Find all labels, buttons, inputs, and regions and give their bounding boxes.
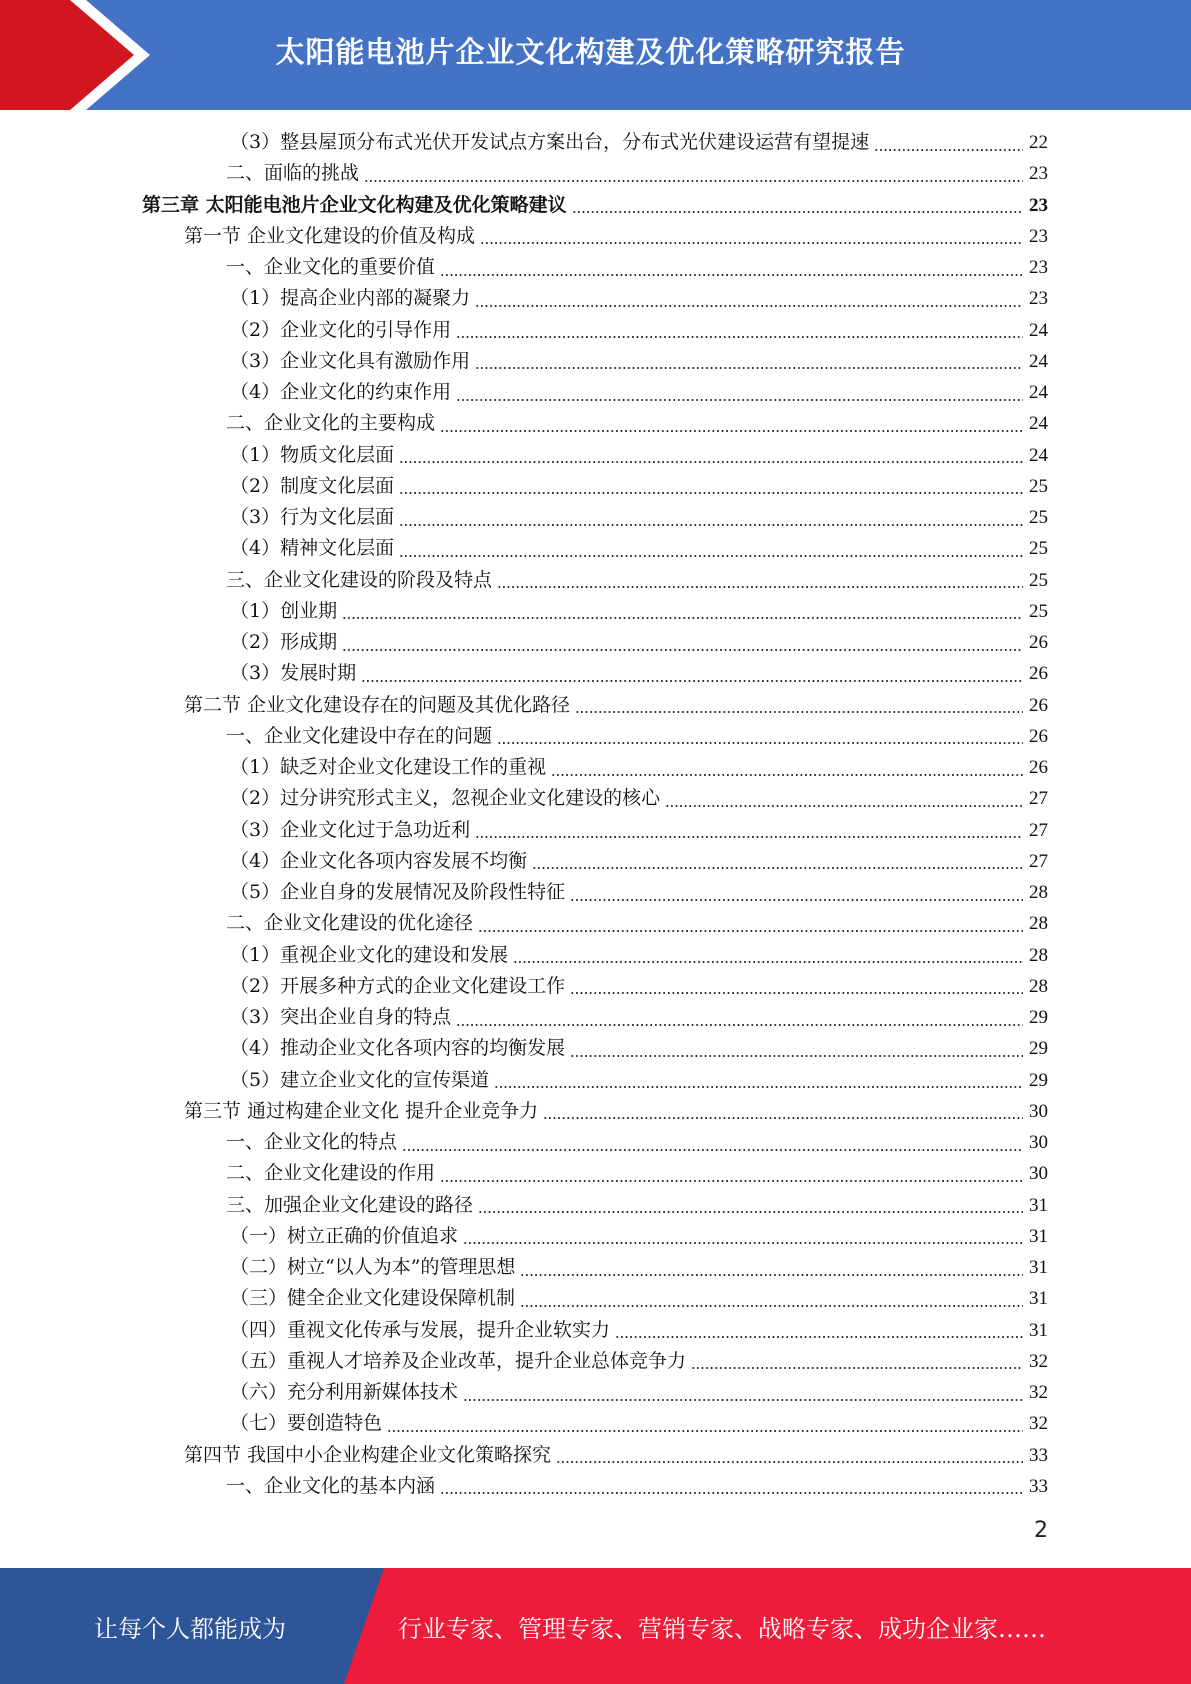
toc-page-number: 32 [1029, 1350, 1048, 1372]
toc-page-number: 27 [1029, 788, 1048, 810]
toc-dot-leader [475, 836, 1023, 838]
toc-entry-label: （3）发展时期 [230, 662, 357, 685]
toc-entry-label: 第三节 通过构建企业文化 提升企业竞争力 [184, 1099, 539, 1122]
toc-entry-row[interactable] [226, 252, 1048, 283]
toc-dot-leader [575, 711, 1023, 713]
toc-page-number: 24 [1029, 413, 1048, 435]
toc-entry-row[interactable] [230, 1346, 1048, 1377]
toc-entry-label: 三、加强企业文化建设的路径 [226, 1193, 474, 1216]
toc-entry-row[interactable] [230, 1002, 1048, 1033]
toc-page-number: 28 [1029, 882, 1048, 903]
toc-dot-leader [440, 1492, 1023, 1494]
toc-dot-leader [399, 555, 1023, 557]
toc-page-number: 23 [1029, 288, 1048, 310]
toc-page-number: 22 [1029, 132, 1048, 153]
toc-entry-label: （3）企业文化过于急功近利 [230, 818, 471, 841]
toc-page-number: 25 [1029, 569, 1048, 591]
page-number: 2 [1034, 1518, 1048, 1543]
toc-page-number: 27 [1029, 850, 1048, 872]
toc-entry-row[interactable] [230, 1221, 1048, 1252]
toc-section-row[interactable] [184, 221, 1048, 252]
toc-dot-leader [532, 867, 1023, 869]
toc-page-number: 26 [1029, 663, 1048, 685]
toc-entry-label: （3）行为文化层面 [230, 506, 395, 528]
toc-page-number: 23 [1029, 194, 1048, 216]
toc-entry-row[interactable] [230, 533, 1048, 564]
toc-page-number: 29 [1029, 1069, 1048, 1091]
toc-entry-label: （2）开展多种方式的企业文化建设工作 [230, 974, 566, 997]
toc-page-number: 31 [1029, 1194, 1048, 1216]
toc-entry-label: （3）整县屋顶分布式光伏开发试点方案出台，分布式光伏建设运营有望提速 [230, 131, 870, 153]
toc-page-number: 29 [1029, 1038, 1048, 1060]
header-arrow-icon [0, 0, 150, 110]
toc-dot-leader [572, 211, 1023, 213]
toc-dot-leader [463, 1399, 1023, 1401]
toc-page-number: 24 [1029, 444, 1048, 466]
toc-page-number: 30 [1029, 1100, 1048, 1122]
toc-entry-row[interactable] [226, 565, 1048, 596]
toc-entry-label: （2）企业文化的引导作用 [230, 318, 452, 341]
toc-entry-label: 二、企业文化建设的作用 [226, 1162, 436, 1185]
toc-entry-label: （四）重视文化传承与发展，提升企业软实力 [230, 1318, 611, 1341]
toc-entry-row[interactable] [226, 721, 1048, 752]
toc-dot-leader [440, 430, 1023, 432]
toc-dot-leader [691, 1367, 1023, 1369]
toc-dot-leader [520, 1305, 1023, 1307]
toc-entry-row[interactable] [226, 1190, 1048, 1221]
footer-slogan-right: 行业专家、管理专家、营销专家、战略专家、成功企业家…… [398, 1614, 1046, 1643]
toc-entry-row[interactable] [230, 658, 1048, 689]
toc-entry-label: （五）重视人才培养及企业改革，提升企业总体竞争力 [230, 1349, 687, 1372]
toc-entry-label: 第二节 企业文化建设存在的问题及其优化路径 [184, 693, 571, 716]
toc-entry-label: 二、企业文化的主要构成 [226, 412, 436, 435]
footer-slogan-left: 让每个人都能成为 [94, 1614, 286, 1643]
toc-page-number: 29 [1029, 1007, 1048, 1028]
toc-page-number: 23 [1029, 163, 1048, 185]
toc-page-number: 33 [1029, 1475, 1048, 1497]
toc-entry-row[interactable] [230, 127, 1048, 158]
toc-entry-row[interactable] [230, 1252, 1048, 1283]
toc-page-number: 31 [1029, 1288, 1048, 1310]
toc-entry-row[interactable] [230, 815, 1048, 846]
header-banner [0, 0, 1191, 110]
toc-dot-leader [364, 180, 1023, 182]
toc-entry-row[interactable] [226, 1158, 1048, 1189]
toc-dot-leader [456, 1024, 1023, 1026]
toc-page-number: 26 [1029, 694, 1048, 716]
toc-page-number: 31 [1029, 1225, 1048, 1247]
toc-entry-row[interactable] [230, 502, 1048, 533]
toc-dot-leader [440, 1180, 1023, 1182]
toc-dot-leader [478, 930, 1023, 932]
toc-dot-leader [475, 367, 1023, 369]
toc-page-number: 25 [1029, 475, 1048, 497]
toc-page-number: 23 [1029, 225, 1048, 247]
toc-page-number: 28 [1029, 975, 1048, 997]
toc-entry-label: （七）要创造特色 [230, 1412, 383, 1435]
toc-entry-row[interactable] [226, 158, 1048, 189]
toc-page-number: 31 [1029, 1319, 1048, 1341]
toc-dot-leader [570, 992, 1023, 994]
toc-entry-row[interactable] [230, 783, 1048, 814]
toc-page-number: 25 [1029, 538, 1048, 560]
toc-dot-leader [480, 242, 1023, 244]
toc-page-number: 24 [1029, 350, 1048, 372]
toc-dot-leader [387, 1430, 1023, 1432]
toc-entry-row[interactable] [230, 346, 1048, 377]
toc-entry-label: （1）物质文化层面 [230, 443, 395, 466]
toc-dot-leader [478, 1211, 1023, 1213]
toc-dot-leader [361, 680, 1023, 682]
toc-dot-leader [399, 461, 1023, 463]
toc-dot-leader [874, 149, 1023, 151]
toc-entry-row[interactable] [230, 877, 1048, 908]
toc-entry-row[interactable] [230, 377, 1048, 408]
toc-entry-label: （4）企业文化的约束作用 [230, 381, 452, 403]
toc-page-number: 31 [1029, 1257, 1048, 1278]
toc-entry-row[interactable] [230, 846, 1048, 877]
toc-page-number: 26 [1029, 725, 1048, 747]
toc-dot-leader [520, 1274, 1023, 1276]
toc-entry-row[interactable] [226, 1471, 1048, 1502]
toc-entry-label: 一、企业文化建设中存在的问题 [226, 724, 493, 747]
toc-page-number: 28 [1029, 913, 1048, 935]
toc-page-number: 24 [1029, 319, 1048, 341]
toc-dot-leader [456, 399, 1023, 401]
toc-entry-label: 二、面临的挑战 [226, 162, 360, 185]
toc-entry-label: （1）提高企业内部的凝聚力 [230, 287, 471, 310]
toc-entry-row[interactable] [230, 596, 1048, 627]
toc-entry-row[interactable] [226, 408, 1048, 439]
toc-dot-leader [342, 649, 1023, 651]
toc-page-number: 26 [1029, 757, 1048, 778]
toc-dot-leader [342, 617, 1023, 619]
toc-page-number: 25 [1029, 507, 1048, 528]
toc-entry-row[interactable] [230, 940, 1048, 971]
toc-entry-label: （2）过分讲究形式主义，忽视企业文化建设的核心 [230, 787, 661, 810]
toc-entry-row[interactable] [230, 627, 1048, 658]
toc-entry-label: （4）精神文化层面 [230, 537, 395, 560]
toc-entry-label: 二、企业文化建设的优化途径 [226, 912, 474, 935]
toc-page-number: 23 [1029, 257, 1048, 278]
toc-dot-leader [497, 742, 1023, 744]
toc-dot-leader [615, 1336, 1023, 1338]
toc-entry-label: 一、企业文化的基本内涵 [226, 1474, 436, 1497]
toc-entry-label: 一、企业文化的特点 [226, 1131, 398, 1153]
toc-entry-row[interactable] [230, 752, 1048, 783]
toc-dot-leader [456, 336, 1023, 338]
toc-page-number: 32 [1029, 1382, 1048, 1403]
toc-page-number: 32 [1029, 1413, 1048, 1435]
toc-entry-row[interactable] [230, 1315, 1048, 1346]
toc-page-number: 24 [1029, 382, 1048, 403]
toc-entry-label: （4）企业文化各项内容发展不均衡 [230, 849, 528, 872]
toc-dot-leader [494, 1086, 1023, 1088]
toc-entry-label: （5）企业自身的发展情况及阶段性特征 [230, 881, 566, 903]
toc-entry-label: （三）健全企业文化建设保障机制 [230, 1287, 516, 1310]
toc-entry-label: （3）突出企业自身的特点 [230, 1006, 452, 1028]
toc-entry-row[interactable] [226, 908, 1048, 939]
toc-entry-label: （3）企业文化具有激励作用 [230, 349, 471, 372]
toc-entry-label: （4）推动企业文化各项内容的均衡发展 [230, 1037, 566, 1060]
toc-dot-leader [402, 1149, 1023, 1151]
toc-entry-label: （2）制度文化层面 [230, 474, 395, 497]
toc-entry-label: （六）充分利用新媒体技术 [230, 1381, 459, 1403]
toc-entry-label: 三、企业文化建设的阶段及特点 [226, 568, 493, 591]
toc-entry-row[interactable] [230, 1377, 1048, 1408]
toc-entry-label: （二）树立“以人为本”的管理思想 [230, 1256, 516, 1278]
toc-dot-leader [556, 1461, 1023, 1463]
toc-page-number: 25 [1029, 600, 1048, 622]
toc-page-number: 33 [1029, 1444, 1048, 1466]
toc-page-number: 27 [1029, 819, 1048, 841]
toc-dot-leader [665, 805, 1023, 807]
footer-banner [0, 1568, 1191, 1684]
report-title: 太阳能电池片企业文化构建及优化策略研究报告 [275, 34, 906, 69]
toc-entry-row[interactable] [226, 1127, 1048, 1158]
toc-entry-row[interactable] [230, 1283, 1048, 1314]
toc-entry-label: （一）树立正确的价值追求 [230, 1224, 459, 1247]
toc-page-number: 28 [1029, 944, 1048, 966]
toc-section-row[interactable] [184, 690, 1048, 721]
toc-page-number: 30 [1029, 1163, 1048, 1185]
toc-entry-row[interactable] [230, 283, 1048, 314]
toc-entry-label: （1）创业期 [230, 599, 338, 622]
toc-dot-leader [570, 899, 1023, 901]
toc-entry-row[interactable] [230, 1408, 1048, 1439]
toc-entry-label: 第一节 企业文化建设的价值及构成 [184, 224, 476, 247]
toc-dot-leader [513, 961, 1023, 963]
toc-page-number: 30 [1029, 1132, 1048, 1153]
toc-dot-leader [497, 586, 1023, 588]
toc-entry-label: （2）形成期 [230, 631, 338, 653]
toc-chapter-row[interactable] [142, 190, 1048, 221]
toc-section-row[interactable] [184, 1096, 1048, 1127]
toc-entry-row[interactable] [230, 1065, 1048, 1096]
toc-entry-row[interactable] [230, 315, 1048, 346]
toc-dot-leader [463, 1242, 1023, 1244]
toc-entry-row[interactable] [230, 971, 1048, 1002]
toc-dot-leader [440, 274, 1023, 276]
toc-entry-row[interactable] [230, 1033, 1048, 1064]
toc-entry-label: （1）重视企业文化的建设和发展 [230, 943, 509, 966]
toc-dot-leader [399, 524, 1023, 526]
toc-entry-row[interactable] [230, 440, 1048, 471]
toc-dot-leader [543, 1117, 1023, 1119]
toc-dot-leader [399, 492, 1023, 494]
toc-entry-label: （1）缺乏对企业文化建设工作的重视 [230, 756, 547, 778]
toc-entry-label: 一、企业文化的重要价值 [226, 256, 436, 278]
toc-entry-label: 第四节 我国中小企业构建企业文化策略探究 [184, 1443, 552, 1466]
toc-entry-label: （5）建立企业文化的宣传渠道 [230, 1068, 490, 1091]
toc-section-row[interactable] [184, 1440, 1048, 1471]
toc-dot-leader [475, 305, 1023, 307]
toc-dot-leader [570, 1055, 1023, 1057]
toc-entry-row[interactable] [230, 471, 1048, 502]
toc-page-number: 26 [1029, 632, 1048, 653]
toc-entry-label: 第三章 太阳能电池片企业文化构建及优化策略建议 [142, 193, 567, 216]
toc-dot-leader [551, 774, 1023, 776]
